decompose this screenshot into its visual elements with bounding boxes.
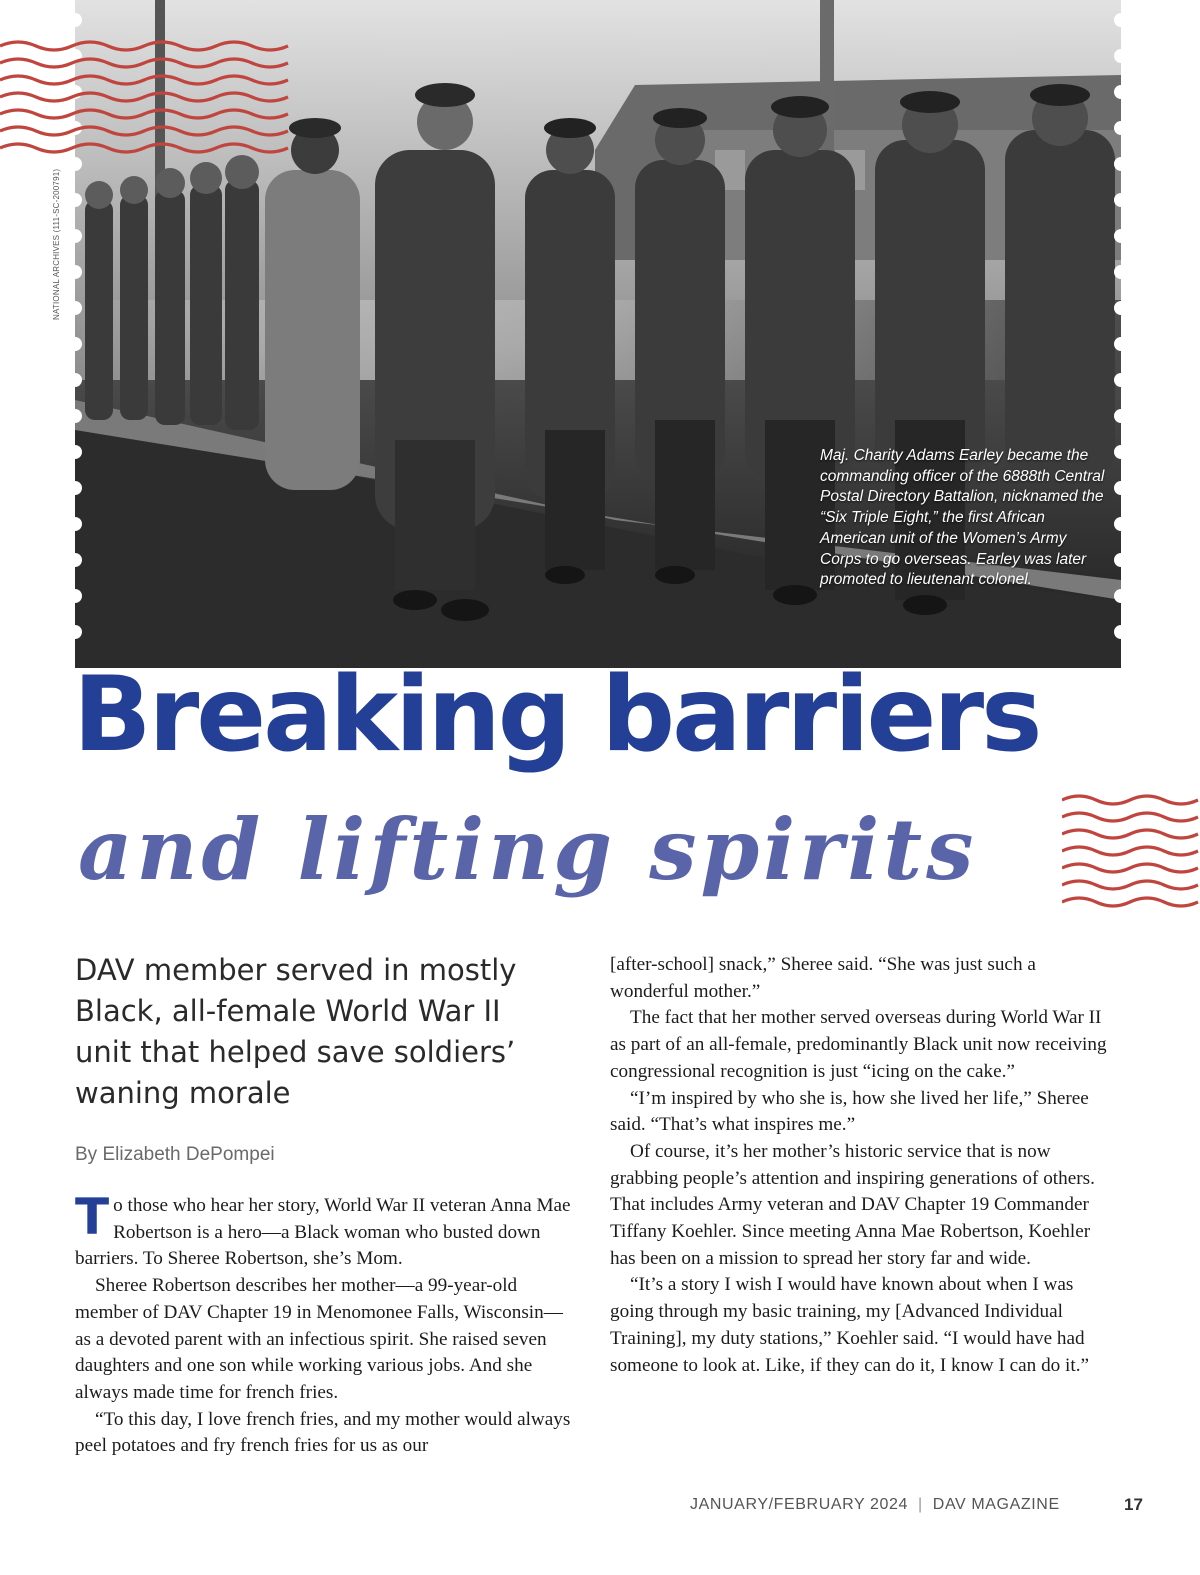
article-column-1 xyxy=(75,1188,575,1460)
paragraph: “I’m inspired by who she is, how she lived her life,” Sheree said. “That’s what inspires me.” xyxy=(610,1087,1089,1136)
paragraph: Of course, it’s her mother’s historic service that is now grabbing people’s attention and inspiring generations of others. That includes Army veteran and DAV Chapter 19 Commander Tiffany Koehler. Since meeting Anna Mae Robertson, Koehler has been on a mission to spread her story far and wide. xyxy=(610,1140,1095,1269)
postmark-lines-right xyxy=(1062,790,1200,920)
footer-divider: | xyxy=(918,1496,923,1513)
photo-credit xyxy=(52,160,66,320)
paragraph: “It’s a story I wish I would have known about when I was going through my basic training, my [Advanced Individual Training], my duty stations,” Koehler said. “I would have had someone to look at. Like, if they can do it, I know I can do it.” xyxy=(610,1274,1090,1376)
photo-caption: Maj. Charity Adams Earley became the commanding officer of the 6888th Central Postal Directory Battalion, nicknamed the “Six Triple Eight,” the first African American unit of the Women’s Army Corps to go overseas. Earley was later promoted to lieutenant colonel. xyxy=(820,447,1105,589)
postmark-lines-left xyxy=(0,38,290,168)
drop-cap: T xyxy=(75,1188,110,1246)
perforation-right xyxy=(1114,0,1128,668)
paragraph-text: o those who hear her story, World War II veteran Anna Mae Robertson is a hero—a Black woman who busted down barriers. To Sheree Robertson, she’s Mom. xyxy=(75,1195,571,1270)
paragraph: Sheree Robertson describes her mother—a 99-year-old member of DAV Chapter 19 in Menomonee Falls, Wisconsin—as a devoted parent with an infectious spirit. She raised seven daughters and one son while working various jobs. And she always made time for french fries. xyxy=(75,1275,563,1403)
deck: DAV member served in mostly Black, all-female World War II unit that helped save soldiers’ waning morale xyxy=(75,953,517,1110)
paragraph: The fact that her mother served overseas during World War II as part of an all-female, predominantly Black unit now receiving congressional recognition is just “icing on the cake.” xyxy=(610,1007,1107,1082)
paragraph: “To this day, I love french fries, and my mother would always peel potatoes and fry french fries for us as our xyxy=(75,1408,571,1457)
issue-date: JANUARY/FEBRUARY 2024 xyxy=(690,1496,909,1513)
subheadline: and lifting spirits xyxy=(78,800,978,899)
page-number: 17 xyxy=(1124,1495,1143,1514)
photo-credit-text: NATIONAL ARCHIVES (111-SC-200791) xyxy=(52,168,61,320)
byline: By Elizabeth DePompei xyxy=(75,1144,275,1165)
paragraph: [after-school] snack,” Sheree said. “She was just such a wonderful mother.” xyxy=(610,954,1036,1002)
paragraph xyxy=(75,1188,575,1273)
headline: Breaking barriers xyxy=(73,655,1040,775)
publication-name: DAV MAGAZINE xyxy=(932,1496,1060,1513)
article-column-2 xyxy=(610,952,1110,1379)
page-footer xyxy=(690,1496,1060,1514)
